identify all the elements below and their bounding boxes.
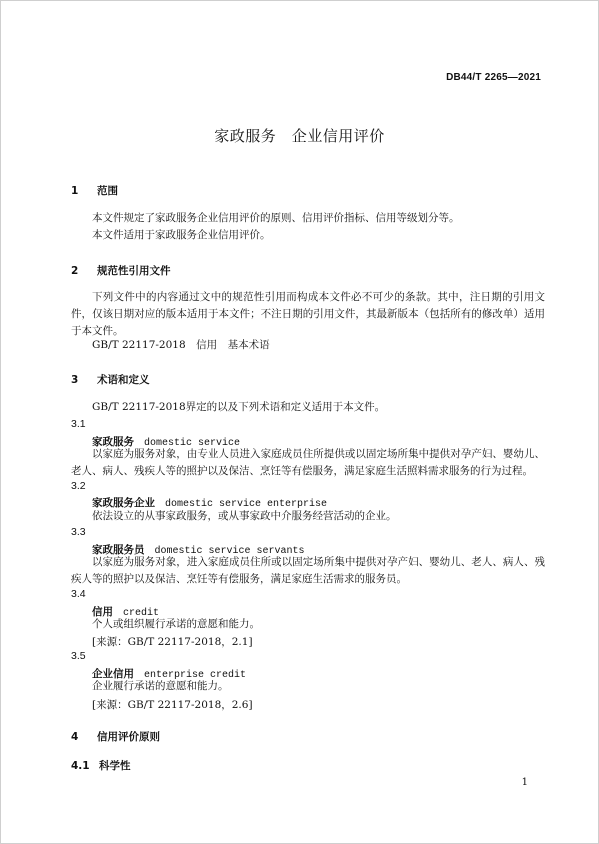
term-english: credit	[123, 608, 160, 619]
section-number: 4	[71, 731, 79, 743]
term-definition: 依法设立的从事家政服务，或从事家政中介服务经营活动的企业。	[92, 510, 397, 522]
term-definition: 个人或组织履行承诺的意愿和能力。	[92, 618, 260, 630]
term-chinese: 信用	[92, 606, 113, 618]
term-number: 3.5	[71, 650, 86, 662]
term-english: enterprise credit	[144, 670, 247, 681]
paragraph: 本文件适用于家政服务企业信用评价。	[92, 229, 271, 241]
reference-entry: GB/T 22117-2018 信用 基本术语	[92, 339, 270, 351]
section-heading-evaluation-principles	[71, 729, 160, 744]
term-number: 3.2	[71, 480, 86, 492]
term-chinese: 家政服务员	[92, 544, 145, 556]
term-english: domestic service servants	[154, 546, 305, 557]
section-title: 术语和定义	[97, 374, 150, 386]
section-heading-scope	[71, 183, 118, 198]
term-source: [来源：GB/T 22117-2018，2.6]	[92, 699, 253, 711]
section-title: 规范性引用文件	[97, 265, 171, 277]
term-number: 3.3	[71, 526, 86, 538]
term-definition: 以家庭为服务对象，由专业人员进入家庭成员住所提供或以固定场所集中提供对孕产妇、婴幼儿、老人、病人、残疾人等的照护以及保洁、烹饪等有偿服务，满足家庭生活照料需求服务的行为过程。	[71, 448, 545, 477]
paragraph: 下列文件中的内容通过文中的规范性引用而构成本文件必不可少的条款。其中，注日期的引用文件，仅该日期对应的版本适用于本文件；不注日期的引用文件，其最新版本（包括所有的修改单）适用于本文件。	[71, 291, 545, 337]
section-heading-terms-definitions	[71, 372, 150, 387]
subsection-title: 科学性	[99, 760, 131, 772]
term-definition: 企业履行承诺的意愿和能力。	[92, 680, 229, 692]
term-chinese: 家政服务	[92, 436, 134, 448]
subsection-number: 4.1	[71, 760, 90, 772]
section-number: 1	[71, 185, 79, 197]
section-number: 3	[71, 374, 79, 386]
standard-number: DB44/T 2265—2021	[446, 72, 541, 83]
term-chinese: 家政服务企业	[92, 497, 155, 509]
paragraph: 本文件规定了家政服务企业信用评价的原则、信用评价指标、信用等级划分等。	[92, 212, 460, 224]
section-heading-normative-references	[71, 263, 171, 278]
document-title: 家政服务 企业信用评价	[214, 127, 385, 145]
subsection-heading-scientific	[71, 758, 131, 773]
section-title: 信用评价原则	[97, 731, 160, 743]
section-number: 2	[71, 265, 79, 277]
page-number: 1	[521, 777, 528, 788]
term-chinese: 企业信用	[92, 668, 134, 680]
section-title: 范围	[97, 185, 118, 197]
term-number: 3.4	[71, 588, 86, 600]
term-number: 3.1	[71, 418, 86, 430]
paragraph: GB/T 22117-2018界定的以及下列术语和定义适用于本文件。	[92, 401, 386, 413]
term-english: domestic service	[144, 438, 241, 449]
term-definition: 以家庭为服务对象，进入家庭成员住所或以固定场所集中提供对孕产妇、婴幼儿、老人、病人、残疾人等的照护以及保洁、烹饪等有偿服务，满足家庭生活需求的服务员。	[71, 556, 545, 585]
term-source: [来源：GB/T 22117-2018，2.1]	[92, 636, 253, 648]
term-english: domestic service enterprise	[165, 499, 328, 510]
